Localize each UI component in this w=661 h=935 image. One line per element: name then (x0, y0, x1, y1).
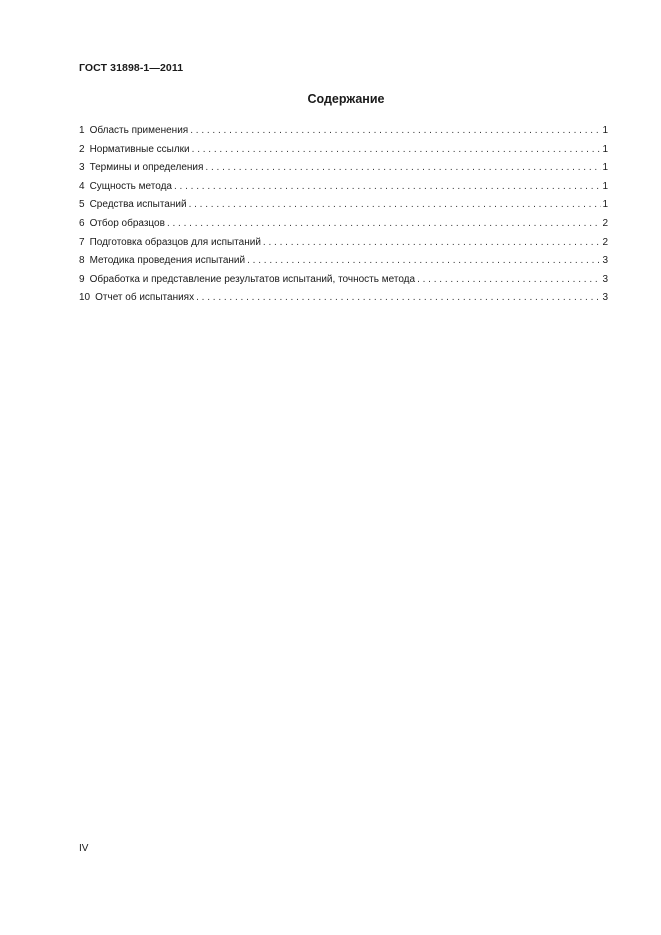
toc-entry[interactable] (79, 215, 608, 234)
toc-entry-title: Область применения (89, 125, 189, 136)
toc-entry-title: Методика проведения испытаний (89, 255, 246, 267)
toc-entry-page: 2 (602, 217, 608, 229)
toc-leader-dots (174, 178, 601, 197)
toc-entry-page: 1 (602, 125, 608, 136)
toc-leader-dots (263, 234, 602, 253)
toc-entry-title: Отбор образцов (89, 217, 165, 229)
toc-leader-dots (189, 196, 602, 215)
toc-title: Содержание (307, 92, 385, 106)
toc-entry-title: Обработка и представление результатов испытаний, точность метода (89, 273, 416, 285)
toc-entry-page: 2 (602, 236, 608, 248)
toc-entry-page: 1 (602, 180, 608, 192)
toc-entry-title: Подготовка образцов для испытаний (89, 236, 261, 248)
toc-entry[interactable] (79, 178, 608, 197)
toc-entry[interactable] (79, 196, 608, 215)
toc-leader-dots (247, 252, 601, 271)
toc-entry-number: 10 (79, 292, 91, 304)
toc-entry[interactable] (79, 271, 608, 290)
toc-entry-title: Сущность метода (89, 180, 172, 192)
toc-entry-number: 3 (79, 162, 85, 174)
toc-entry-page: 1 (602, 199, 608, 211)
toc-leader-dots (167, 215, 602, 234)
toc-entry[interactable] (79, 141, 608, 160)
toc-leader-dots (205, 159, 601, 178)
toc-entry[interactable] (79, 122, 608, 141)
toc-leader-dots (190, 122, 601, 141)
document-code: ГОСТ 31898-1—2011 (79, 62, 184, 74)
toc-entry[interactable] (79, 252, 608, 271)
toc-entry-number: 8 (79, 255, 85, 267)
toc-entry-page: 1 (602, 143, 608, 155)
toc-leader-dots (192, 141, 602, 160)
toc-entry-number: 7 (79, 236, 85, 248)
toc-entry-number: 2 (79, 143, 85, 155)
toc-entry-number: 6 (79, 217, 85, 229)
toc-entry-number: 1 (79, 125, 85, 136)
toc-entry[interactable] (79, 159, 608, 178)
toc-entry-page: 1 (602, 162, 608, 174)
toc-entry-page: 3 (602, 292, 608, 304)
toc-entry-title: Средства испытаний (89, 199, 187, 211)
toc-entry-number: 4 (79, 180, 85, 192)
toc-entry-title: Отчет об испытаниях (95, 292, 195, 304)
toc-entry-title: Нормативные ссылки (89, 143, 190, 155)
toc-entry-title: Термины и определения (89, 162, 204, 174)
page-number: IV (79, 843, 89, 854)
toc-entry-number: 5 (79, 199, 85, 211)
toc-entry[interactable] (79, 289, 608, 308)
toc-entry-number: 9 (79, 273, 85, 285)
toc-leader-dots (417, 271, 601, 290)
toc-entry[interactable] (79, 234, 608, 253)
toc-leader-dots (196, 289, 601, 308)
table-of-contents (79, 122, 608, 308)
toc-entry-page: 3 (602, 273, 608, 285)
toc-entry-page: 3 (602, 255, 608, 267)
